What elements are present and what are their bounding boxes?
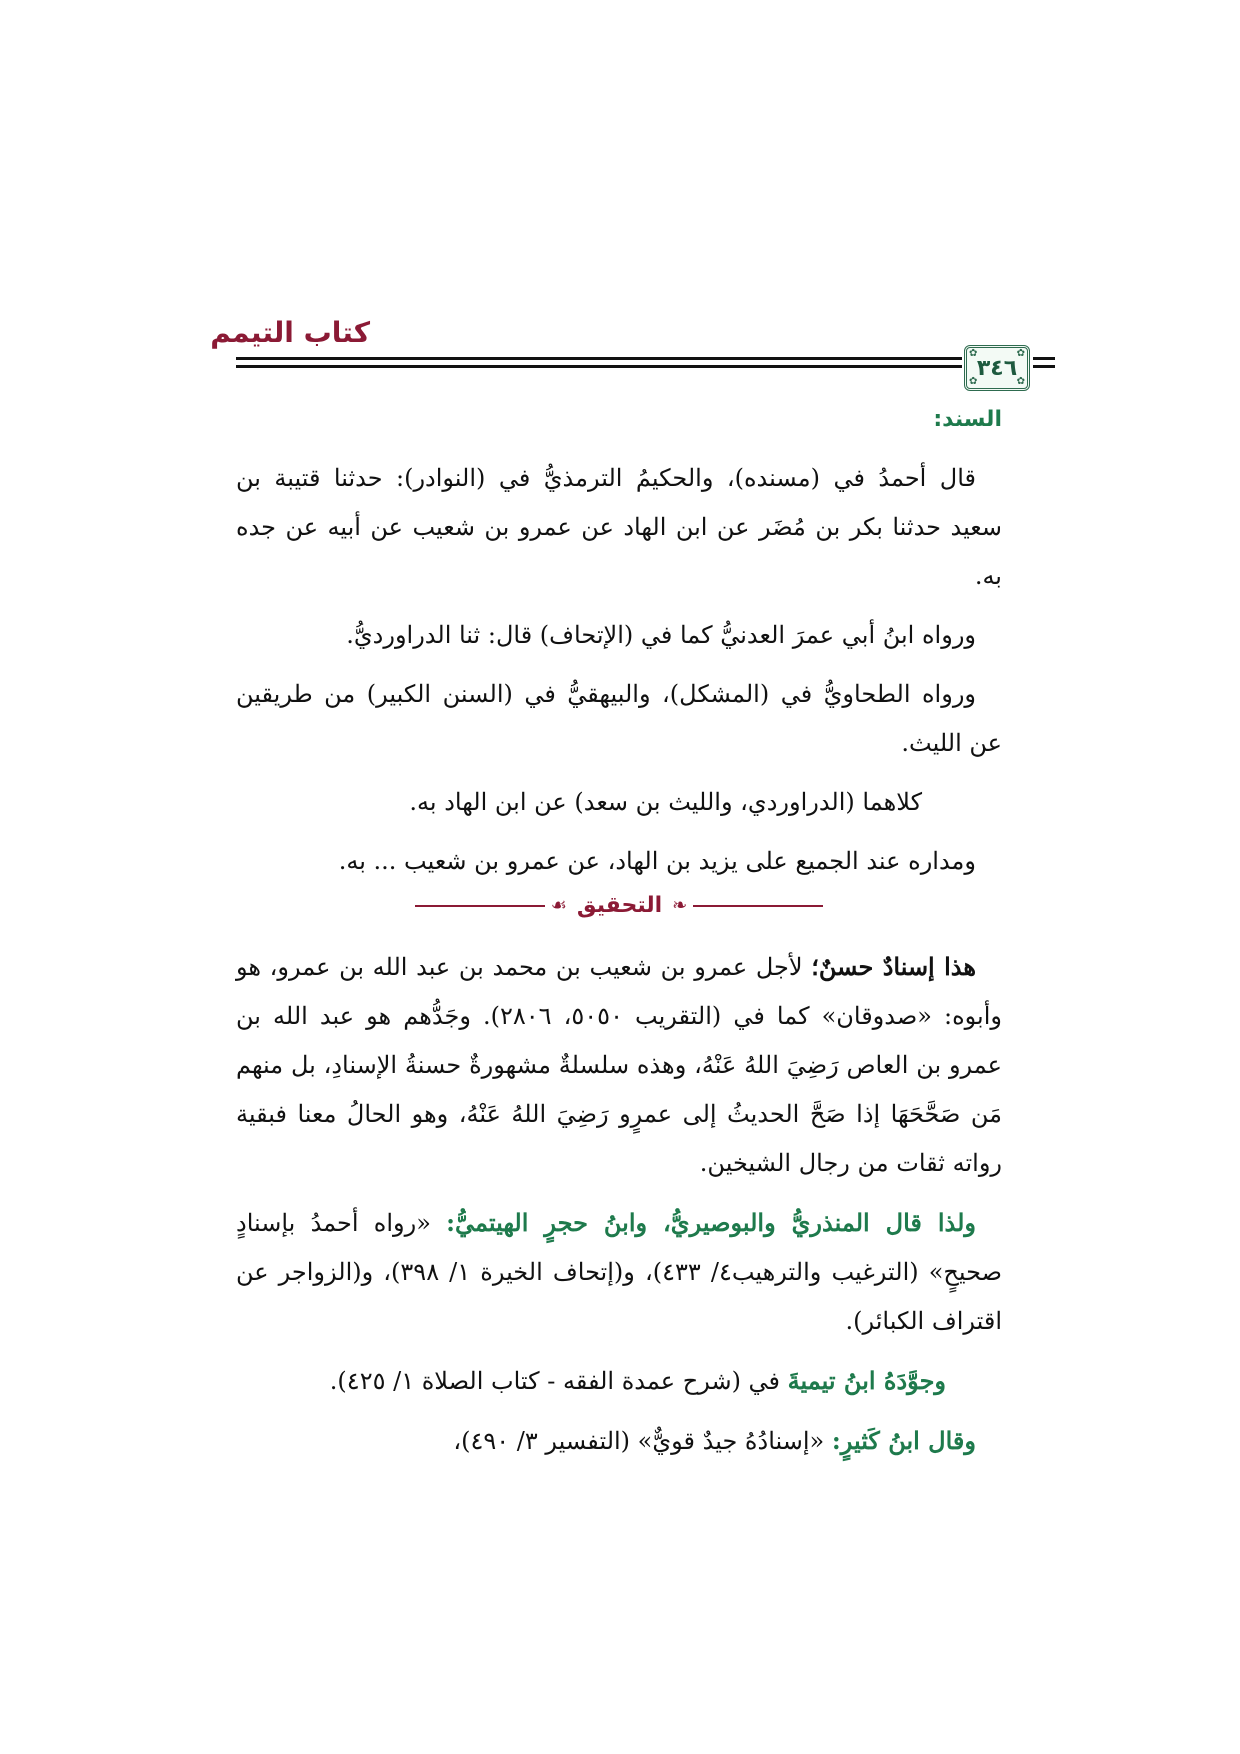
header-rule-right-top [1033,357,1055,360]
ornament-icon: ✿ [969,376,978,387]
ibn-kathir-name: وقال ابنُ كَثيرٍ: [831,1426,976,1455]
verdict-text: هذا إسنادٌ حسنٌ؛ [811,952,977,981]
sanad-paragraph-4: كلاهما (الدراوردي، والليث بن سعد) عن ابن الهاد به. [409,788,922,816]
sanad-paragraph-2: ورواه ابنُ أبي عمرَ العدنيُّ كما في (الإتحاف) قال: ثنا الدراورديُّ. [346,621,976,649]
ibn-taymiyya-name: وجوَّدَهُ ابنُ تيميةَ [787,1366,946,1395]
tahqiq-paragraph-2 [236,1198,1002,1346]
sanad-paragraph-1: قال أحمدُ في (مسنده)، والحكيمُ الترمذيُّ في (النوادر): حدثنا قتيبة بن سعيد حدثنا بكر بن مُضَر عن ابن الهاد عن عمرو بن شعيب عن أبيه عن جده به. [236,464,1002,590]
ornament-icon: ✿ [1016,348,1025,359]
page-number-badge [964,345,1030,391]
page-number: ٣٤٦ [976,355,1018,381]
tahqiq-paragraph-3 [236,1356,1002,1406]
sanad-heading: السند: [933,407,1002,432]
tahqiq-heading: التحقيق [576,893,663,918]
sanad-paragraph-3: ورواه الطحاويُّ في (المشكل)، والبيهقيُّ في (السنن الكبير) من طريقين عن الليث. [236,680,1002,757]
tahqiq-paragraph-1-text: لأجل عمرو بن شعيب بن محمد بن عبد الله بن عمرو، هو وأبوه: «صدوقان» كما في (التقريب ٥٠٥٠، ٢٨٠٦). وجَدُّهم هو عبد الله بن عمرو بن العاص رَضِيَ اللهُ عَنْهُ، وهذه سلسلةٌ مشهورةٌ حسنةُ الإسنادِ، بل منهم مَن صَحَّحَهَا إذا صَحَّ الحديثُ إلى عمرٍو رَضِيَ اللهُ عَنْهُ، وهو الحالُ معنا فبقية رواته ثقات من رجال الشيخين. [236,953,1002,1177]
header-rule-top [236,357,962,360]
ornament-icon: ❧ [672,895,688,916]
tahqiq-divider [236,890,1002,922]
ornament-icon: ☙ [550,895,567,916]
divider-line-left [415,905,545,907]
header-rule-right-bottom [1033,365,1055,368]
tahqiq-paragraph-3-text: في (شرح عمدة الفقه - كتاب الصلاة ١/ ٤٢٥). [329,1367,788,1395]
divider-line-right [693,905,823,907]
chapter-title: كتاب التيمم [210,316,370,349]
ornament-icon: ✿ [969,348,978,359]
header-rule-bottom [236,365,962,368]
tahqiq-paragraph-2-text: «رواه أحمدُ بإسنادٍ صحيحٍ» (الترغيب والترهيب٤/ ٤٣٣)، و(إتحاف الخيرة ١/ ٣٩٨)، و(الزواجر عن اقتراف الكبائر). [236,1209,1003,1335]
tahqiq-paragraph-4-text: «إسنادُهُ جيدٌ قويٌّ» (التفسير ٣/ ٤٩٠)، [453,1427,832,1455]
ornament-icon: ✿ [1016,376,1025,387]
scholars-names: ولذا قال المنذريُّ والبوصيريُّ، وابنُ حجرٍ الهيتميُّ: [446,1208,977,1237]
page-body [236,400,1002,1476]
sanad-paragraph-5: ومداره عند الجميع على يزيد بن الهاد، عن عمرو بن شعيب ... به. [338,847,976,875]
tahqiq-paragraph-1 [236,942,1002,1188]
tahqiq-paragraph-4 [236,1416,1002,1466]
